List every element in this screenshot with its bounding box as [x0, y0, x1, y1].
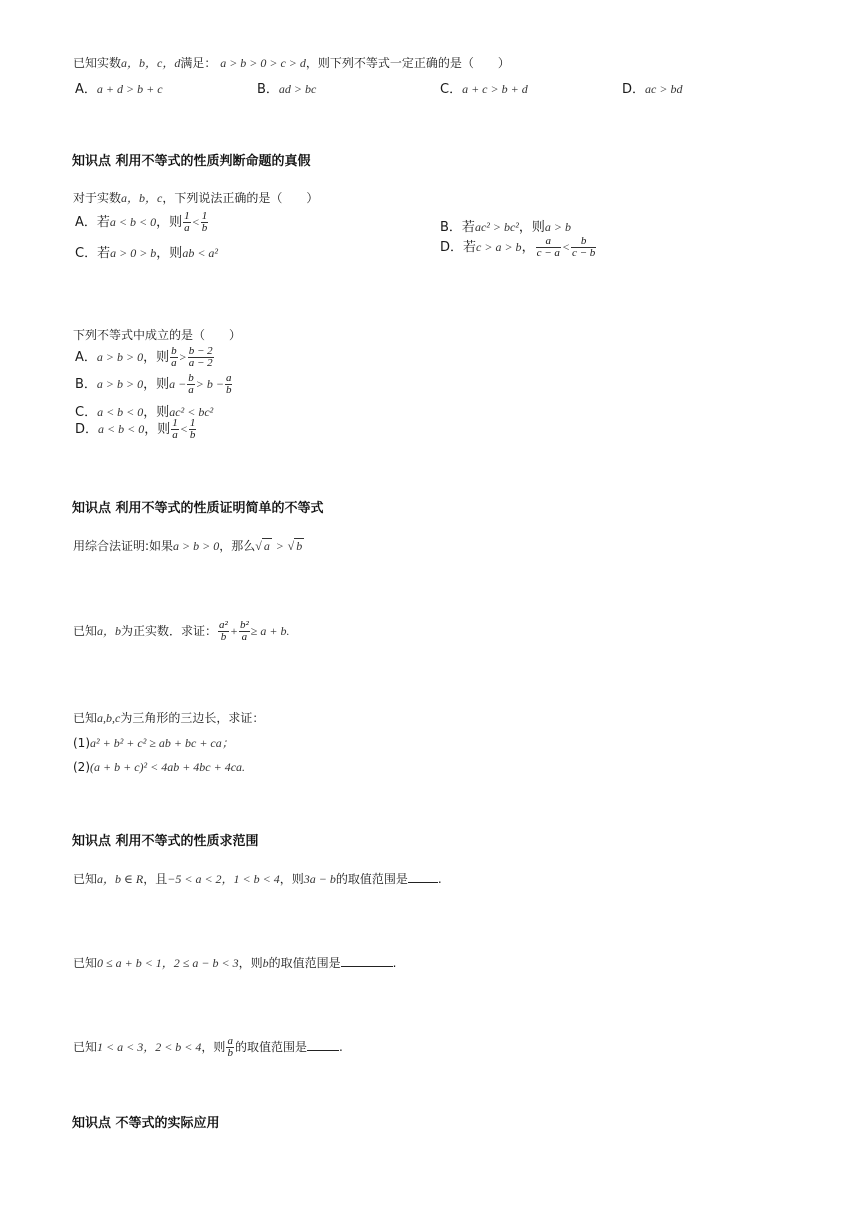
fraction: [171, 418, 179, 441]
option-conclusion: ac² < bc²: [169, 405, 214, 419]
q9-text-b: ，则: [201, 1040, 226, 1054]
q3-option-d: [75, 418, 197, 441]
answer-blank[interactable]: [307, 1038, 339, 1051]
q1-stem-text-b: 满足：: [180, 56, 217, 70]
option-text: ，则: [143, 350, 170, 365]
option-condition: a < b < 0: [97, 405, 144, 419]
option-text: 若: [97, 246, 111, 261]
q9-end: .: [338, 1040, 343, 1054]
relation: > b −: [195, 377, 224, 391]
option-condition: a > b > 0: [96, 377, 144, 391]
q5-text: 已知: [73, 624, 98, 638]
answer-blank[interactable]: [408, 870, 438, 883]
option-condition: a > 0 > b: [110, 246, 157, 260]
option-expr: ac > bd: [645, 82, 683, 96]
q9-text-c: 的取值范围是: [234, 1040, 307, 1054]
fraction-denominator: a: [172, 429, 178, 441]
question-8: [73, 954, 396, 971]
radicand: a: [263, 539, 270, 553]
option-text: 若: [463, 240, 477, 255]
option-condition: a < b < 0: [98, 422, 145, 436]
fraction: [225, 373, 233, 396]
section-heading-truth: 知识点 利用不等式的性质判断命题的真假: [72, 154, 311, 169]
fraction: [189, 418, 197, 441]
fraction-denominator: b: [220, 631, 227, 643]
radicand: b: [296, 539, 303, 553]
option-expr: a + c > b + d: [462, 82, 528, 96]
fraction: [218, 620, 229, 643]
option-text: 若: [96, 215, 110, 230]
option-expr: a + d > b + c: [96, 82, 163, 96]
fraction-denominator: a: [241, 631, 248, 643]
q7-expression: 3a − b: [303, 872, 336, 886]
fraction-numerator: b²: [239, 619, 249, 631]
option-letter: A．: [75, 215, 97, 230]
option-text: ，则: [143, 377, 170, 392]
option-condition: a < b < 0: [109, 215, 157, 229]
option-letter: A．: [75, 82, 97, 97]
option-condition: a > b > 0: [96, 350, 144, 364]
option-text: ，则: [143, 405, 170, 420]
option-text: ，则: [156, 215, 183, 230]
question-4: [73, 537, 304, 554]
option-text: ，: [521, 240, 535, 255]
part-expr: a² + b² + c² ≥ ab + bc + ca；: [90, 736, 234, 750]
fraction: [183, 211, 191, 234]
sqrt-a: √ a: [255, 539, 270, 553]
q8-end: .: [392, 956, 397, 970]
option-conclusion: a > b: [544, 220, 572, 234]
fraction-denominator: c − a: [536, 247, 560, 259]
q1-condition: a > b > 0 > c > d: [220, 56, 306, 70]
option-letter: D．: [440, 240, 464, 255]
fraction: [239, 620, 250, 643]
question-1-stem: [73, 54, 510, 71]
option-letter: C．: [75, 405, 98, 420]
option-letter: D．: [622, 82, 646, 97]
fraction: [571, 236, 596, 259]
q7-end: .: [437, 872, 442, 886]
fraction-denominator: a: [171, 357, 177, 369]
q9-condition: 1 < a < 3，2 < b < 4: [97, 1040, 202, 1054]
fraction: [170, 346, 178, 369]
relation: >: [275, 539, 284, 553]
q3-option-a: [75, 346, 215, 369]
q7-text-c: ，则: [279, 872, 304, 886]
question-5: [73, 620, 289, 643]
fraction-denominator: a: [188, 384, 194, 396]
q7-condition: −5 < a < 2，1 < b < 4: [167, 872, 280, 886]
option-condition: ac² > bc²: [474, 220, 519, 234]
q6-text-b: 为三角形的三边长，求证：: [120, 711, 265, 725]
part-label: (1): [73, 736, 90, 750]
part-expr: (a + b + c)² < 4ab + 4bc + 4ca.: [90, 760, 246, 774]
question-7: [73, 870, 442, 887]
fraction-numerator: b: [571, 236, 596, 248]
q6-part-1: [73, 734, 234, 751]
option-letter: C．: [440, 82, 463, 97]
q8-var: b: [262, 956, 269, 970]
fraction-numerator: b: [171, 345, 177, 357]
option-text: ，则: [144, 422, 171, 437]
section-heading-range: 知识点 利用不等式的性质求范围: [72, 834, 259, 849]
q6-text: 已知: [73, 711, 98, 725]
sqrt-b: √ b: [287, 539, 303, 553]
q4-text: 用综合法证明:如果: [73, 539, 174, 553]
fraction-denominator: c − b: [572, 247, 596, 259]
option-text: 若: [461, 220, 475, 235]
fraction-numerator: 1: [184, 210, 190, 222]
option-letter: B．: [257, 82, 279, 97]
q5-vars: a，b: [97, 624, 122, 638]
q5-tail: ≥ a + b.: [250, 624, 290, 638]
option-condition: c > a > b: [476, 240, 522, 254]
q1-option-b: [257, 78, 316, 97]
fraction-numerator: b: [188, 372, 194, 384]
question-3-stem: 下列不等式中成立的是（ ）: [73, 328, 242, 342]
q2-vars: a，b，c: [121, 191, 163, 205]
q1-option-d: [622, 78, 682, 97]
fraction-denominator: b: [189, 429, 196, 441]
fraction-numerator: 1: [172, 417, 178, 429]
option-conclusion: ab < a²: [182, 246, 219, 260]
fraction-numerator: 1: [201, 210, 208, 222]
section-heading-proof: 知识点 利用不等式的性质证明简单的不等式: [72, 501, 324, 516]
q2-option-c: [75, 242, 218, 261]
fraction-numerator: a²: [219, 619, 228, 631]
relation: >: [178, 350, 187, 364]
part-label: (2): [73, 760, 90, 774]
q2-option-a: [75, 211, 209, 234]
fraction: [536, 236, 561, 259]
q7-text-b: ，且: [143, 872, 168, 886]
relation: <: [179, 422, 188, 436]
fraction-numerator: a: [227, 1035, 233, 1047]
option-letter: A．: [75, 350, 97, 365]
q1-option-a: [75, 78, 163, 97]
expr-part: a −: [169, 377, 187, 391]
q2-option-d: [440, 236, 597, 259]
option-letter: B．: [75, 377, 97, 392]
q4-text-b: ，那么: [219, 539, 256, 553]
answer-blank[interactable]: [341, 954, 393, 967]
q6-vars: a,b,c: [97, 711, 121, 725]
fraction: [187, 373, 195, 396]
fraction-denominator: b: [227, 1047, 233, 1059]
option-letter: D．: [75, 422, 99, 437]
q7-vars: a，b ∈ R: [97, 872, 144, 886]
q3-option-b: [75, 373, 233, 396]
q8-text-c: 的取值范围是: [268, 956, 341, 970]
plus-sign: +: [229, 624, 238, 638]
fraction-denominator: b: [225, 384, 232, 396]
relation: <: [191, 215, 200, 229]
q9-text: 已知: [73, 1040, 98, 1054]
fraction-numerator: 1: [189, 417, 196, 429]
relation: <: [561, 240, 570, 254]
q2-stem-text-b: ，下列说法正确的是（ ）: [162, 191, 319, 205]
option-letter: B．: [440, 220, 462, 235]
q1-stem-text-c: ，则下列不等式一定正确的是（ ）: [305, 56, 510, 70]
q7-text: 已知: [73, 872, 98, 886]
fraction: [188, 346, 214, 369]
q7-text-d: 的取值范围是: [335, 872, 408, 886]
option-text: ，则: [518, 220, 545, 235]
question-2-stem: [73, 189, 318, 206]
question-6-stem: [73, 709, 264, 726]
question-9: [73, 1036, 343, 1059]
section-heading-application: 知识点 不等式的实际应用: [72, 1116, 220, 1131]
q5-text-b: 为正实数．求证：: [121, 624, 218, 638]
q1-option-c: [440, 78, 528, 97]
q1-vars: a，b，c，d: [121, 56, 181, 70]
q4-condition: a > b > 0: [173, 539, 220, 553]
fraction: [201, 211, 209, 234]
fraction-numerator: a: [536, 236, 561, 248]
q2-option-b: [440, 216, 571, 235]
q8-text-b: ，则: [238, 956, 263, 970]
option-text: ，则: [156, 246, 183, 261]
option-letter: C．: [75, 246, 98, 261]
fraction-numerator: b − 2: [188, 345, 213, 357]
option-expr: ad > bc: [278, 82, 317, 96]
q2-stem-text: 对于实数: [73, 191, 122, 205]
fraction-numerator: a: [225, 372, 232, 384]
q1-stem-text: 已知实数: [73, 56, 122, 70]
fraction: [226, 1036, 234, 1059]
fraction-denominator: a: [184, 222, 190, 234]
q8-text: 已知: [73, 956, 98, 970]
q8-condition: 0 ≤ a + b < 1，2 ≤ a − b < 3: [97, 956, 239, 970]
fraction-denominator: a − 2: [188, 357, 213, 369]
fraction-denominator: b: [201, 222, 208, 234]
q6-part-2: [73, 760, 245, 775]
